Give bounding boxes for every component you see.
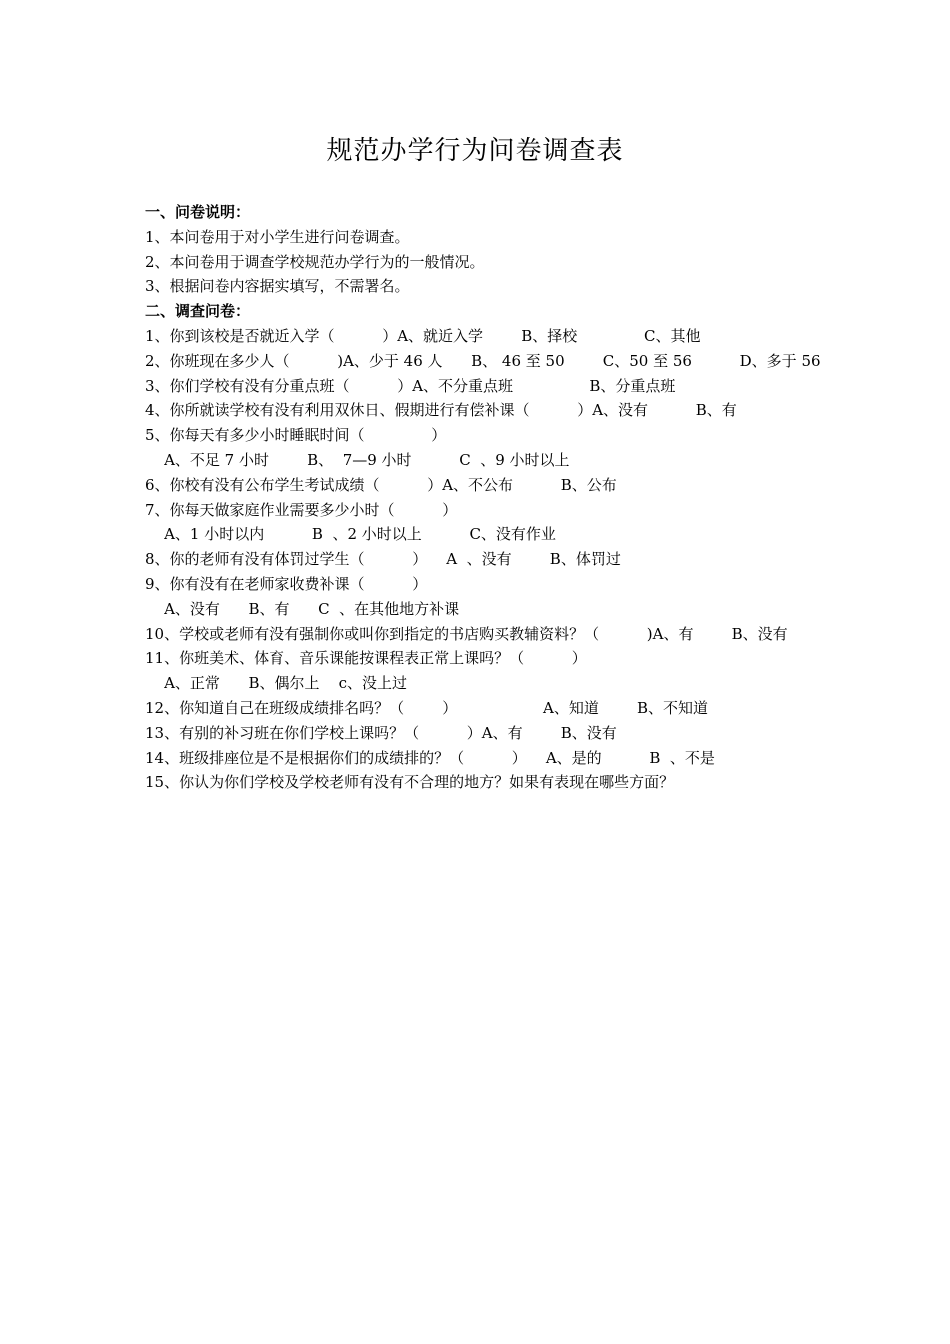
instruction-line: 1、本问卷用于对小学生进行问卷调查。 [145,227,410,246]
question-line: 2、你班现在多少人（ )A、少于 46 人 B、 46 至 50 C、50 至 56 D、多于 56 [145,351,821,370]
question-line: 6、你校有没有公布学生考试成绩（ ）A、不公布 B、公布 [145,475,617,494]
question-line: 14、班级排座位是不是根据你们的成绩排的？（ ） A、是的 B 、不是 [145,748,715,767]
section-heading-questionnaire: 二、调查问卷： [145,302,251,321]
question-line: 10、学校或老师有没有强制你或叫你到指定的书店购买教辅资料？（ )A、有 B、没有 [145,624,788,643]
question-options: A、正常 B、偶尔上 c、没上过 [145,674,408,693]
document-body [145,200,821,795]
question-line: 8、你的老师有没有体罚过学生（ ） A 、没有 B、体罚过 [145,550,621,569]
question-line: 7、你每天做家庭作业需要多少小时（ ） [145,500,458,519]
page-title: 规范办学行为问卷调查表 [326,136,624,166]
question-line: 11、你班美术、体育、音乐课能按课程表正常上课吗？（ ） [145,649,587,668]
question-options: A、不足 7 小时 B、 7—9 小时 C 、9 小时以上 [145,450,570,469]
instruction-line: 2、本问卷用于调查学校规范办学行为的一般情况。 [145,252,485,271]
question-options: A、没有 B、有 C 、在其他地方补课 [145,599,460,618]
question-line: 3、你们学校有没有分重点班（ ）A、不分重点班 B、分重点班 [145,376,676,395]
question-line: 9、你有没有在老师家收费补课（ ） [145,574,428,593]
question-line: 4、你所就读学校有没有利用双休日、假期进行有偿补课（ ）A、没有 B、有 [145,401,737,420]
instruction-line: 3、根据问卷内容据实填写，不需署名。 [145,277,410,296]
question-options: A、1 小时以内 B 、2 小时以上 C、没有作业 [145,525,556,544]
question-line: 15、你认为你们学校及学校老师有没有不合理的地方？如果有表现在哪些方面？ [145,773,675,792]
question-line: 5、你每天有多少小时睡眠时间（ ） [145,426,447,445]
question-line: 1、你到该校是否就近入学（ ）A、就近入学 B、择校 C、其他 [145,326,701,345]
section-heading-instructions: 一、问卷说明： [145,203,251,221]
question-line: 12、你知道自己在班级成绩排名吗？（ ） A、知道 B、不知道 [145,698,709,717]
question-line: 13、有别的补习班在你们学校上课吗？（ ）A、有 B、没有 [145,723,617,742]
